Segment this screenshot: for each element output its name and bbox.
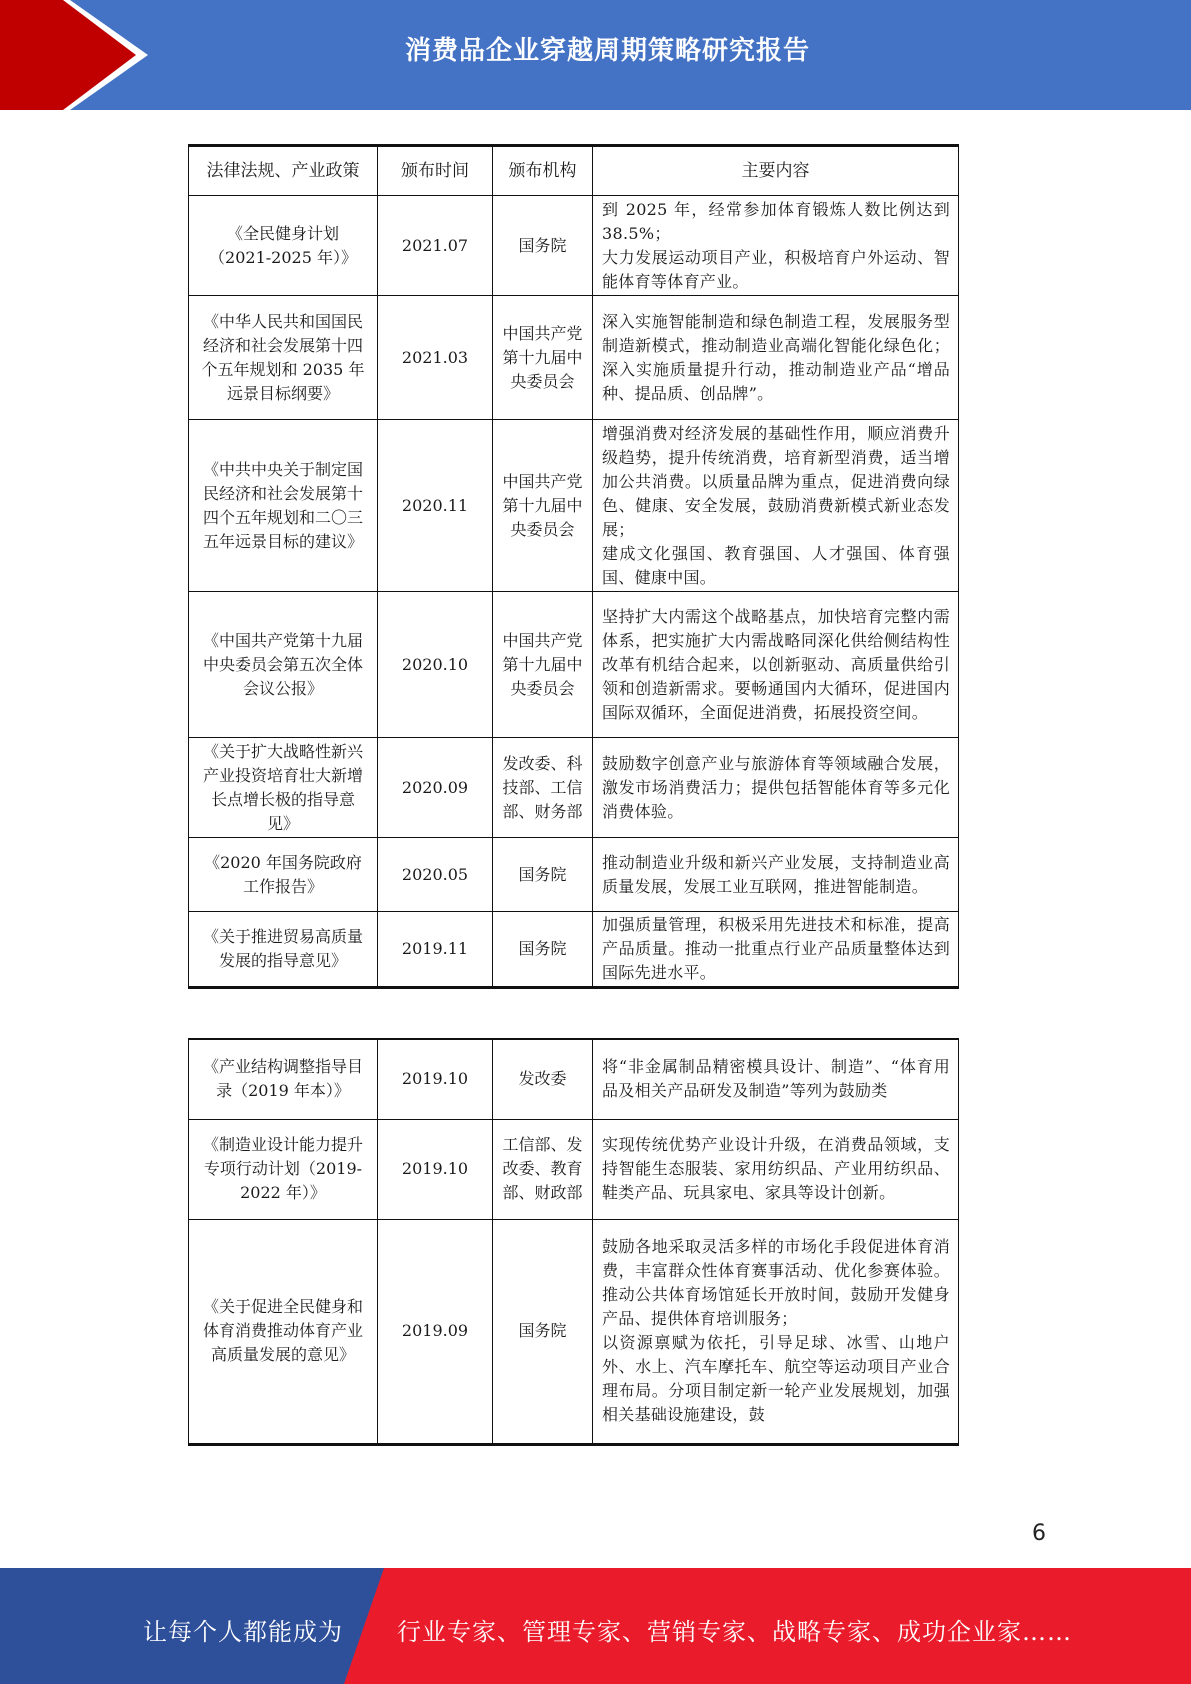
content-paragraph: 到 2025 年，经常参加体育锻炼人数比例达到 38.5%；	[602, 199, 950, 243]
issue-date: 2021.03	[378, 296, 493, 420]
law-name: 《中华人民共和国国民经济和社会发展第十四个五年规划和 2035 年远景目标纲要》	[189, 296, 378, 420]
law-name: 《产业结构调整指导目录（2019 年本）》	[189, 1039, 378, 1119]
law-name: 《中国共产党第十九届中央委员会第五次全体会议公报》	[189, 592, 378, 738]
main-content	[593, 912, 959, 988]
table-row	[189, 738, 959, 838]
issuing-org: 国务院	[493, 912, 593, 988]
law-name: 《制造业设计能力提升专项行动计划（2019-2022 年）》	[189, 1119, 378, 1219]
content-paragraph: 加强质量管理，积极采用先进技术和标准，提高产品质量。推动一批重点行业产品质量整体达到国际先进水平。	[602, 915, 950, 982]
issue-date: 2019.11	[378, 912, 493, 988]
main-content	[593, 420, 959, 592]
main-content	[593, 1039, 959, 1119]
page-header	[0, 0, 1191, 110]
table-header-row	[189, 146, 959, 196]
header-law-policy: 法律法规、产业政策	[189, 146, 378, 196]
content-paragraph: 大力发展运动项目产业，积极培育户外运动、智能体育等体育产业。	[602, 247, 950, 291]
issuing-org: 工信部、发改委、教育部、财政部	[493, 1119, 593, 1219]
issuing-org: 发改委、科技部、工信部、财务部	[493, 738, 593, 838]
policy-table-part-1	[188, 144, 959, 989]
content-paragraph: 实现传统优势产业设计升级，在消费品领域，支持智能生态服装、家用纺织品、产业用纺织品、鞋类产品、玩具家电、家具等设计创新。	[602, 1135, 950, 1202]
header-date: 颁布时间	[378, 146, 493, 196]
page-footer	[0, 1568, 1191, 1684]
law-name: 《全民健身计划（2021-2025 年）》	[189, 196, 378, 296]
table-row	[189, 420, 959, 592]
footer-slogan-left: 让每个人都能成为	[143, 1618, 343, 1646]
report-title: 消费品企业穿越周期策略研究报告	[404, 36, 810, 66]
table-row	[189, 912, 959, 988]
law-name: 《关于促进全民健身和体育消费推动体育产业高质量发展的意见》	[189, 1219, 378, 1444]
issuing-org: 发改委	[493, 1039, 593, 1119]
table-row	[189, 196, 959, 296]
law-name: 《关于推进贸易高质量发展的指导意见》	[189, 912, 378, 988]
table-row	[189, 1039, 959, 1119]
issuing-org: 中国共产党第十九届中央委员会	[493, 420, 593, 592]
main-content	[593, 1219, 959, 1444]
issuing-org: 国务院	[493, 1219, 593, 1444]
main-content	[593, 296, 959, 420]
content-paragraph: 增强消费对经济发展的基础性作用，顺应消费升级趋势，提升传统消费，培育新型消费，适当增加公共消费。以质量品牌为重点，促进消费向绿色、健康、安全发展，鼓励消费新模式新业态发展；	[602, 423, 950, 539]
issue-date: 2019.10	[378, 1039, 493, 1119]
issue-date: 2020.05	[378, 838, 493, 912]
law-name: 《中共中央关于制定国民经济和社会发展第十四个五年规划和二〇三五年远景目标的建议》	[189, 420, 378, 592]
main-content	[593, 196, 959, 296]
main-content	[593, 1119, 959, 1219]
content-paragraph: 鼓励各地采取灵活多样的市场化手段促进体育消费，丰富群众性体育赛事活动、优化参赛体验。推动公共体育场馆延长开放时间，鼓励开发健身产品、提供体育培训服务；	[602, 1237, 950, 1328]
issue-date: 2020.11	[378, 420, 493, 592]
content-paragraph: 坚持扩大内需这个战略基点，加快培育完整内需体系，把实施扩大内需战略同深化供给侧结构性改革有机结合起来，以创新驱动、高质量供给引领和创造新需求。要畅通国内大循环，促进国内国际双循环，全面促进消费，拓展投资空间。	[602, 606, 950, 722]
header-content: 主要内容	[593, 146, 959, 196]
content-paragraph: 以资源禀赋为依托，引导足球、冰雪、山地户外、水上、汽车摩托车、航空等运动项目产业合理布局。分项目制定新一轮产业发展规划，加强相关基础设施建设，鼓	[602, 1333, 950, 1424]
table-row	[189, 838, 959, 912]
issuing-org: 国务院	[493, 838, 593, 912]
table-row	[189, 592, 959, 738]
content-paragraph: 鼓励数字创意产业与旅游体育等领域融合发展，激发市场消费活力；提供包括智能体育等多元化消费体验。	[602, 753, 950, 821]
content-paragraph: 推动制造业升级和新兴产业发展，支持制造业高质量发展，发展工业互联网，推进智能制造。	[602, 852, 950, 896]
law-name: 《2020 年国务院政府工作报告》	[189, 838, 378, 912]
issue-date: 2020.09	[378, 738, 493, 838]
issuing-org: 国务院	[493, 196, 593, 296]
table-row	[189, 296, 959, 420]
page-number: 6	[1032, 1521, 1046, 1546]
issue-date: 2020.10	[378, 592, 493, 738]
issuing-org: 中国共产党第十九届中央委员会	[493, 296, 593, 420]
main-content	[593, 738, 959, 838]
footer-slogan-right: 行业专家、管理专家、营销专家、战略专家、成功企业家……	[397, 1618, 1072, 1646]
law-name: 《关于扩大战略性新兴产业投资培育壮大新增长点增长极的指导意见》	[189, 738, 378, 838]
table-row	[189, 1119, 959, 1219]
issuing-org: 中国共产党第十九届中央委员会	[493, 592, 593, 738]
content-paragraph: 深入实施智能制造和绿色制造工程，发展服务型制造新模式，推动制造业高端化智能化绿色化；深入实施质量提升行动，推动制造业产品“增品种、提品质、创品牌”。	[602, 311, 950, 403]
issue-date: 2019.10	[378, 1119, 493, 1219]
header-org: 颁布机构	[493, 146, 593, 196]
main-content	[593, 592, 959, 738]
content-paragraph: 建成文化强国、教育强国、人才强国、体育强国、健康中国。	[602, 543, 950, 587]
policy-table-part-2	[188, 1038, 959, 1446]
table-row	[189, 1219, 959, 1444]
issue-date: 2021.07	[378, 196, 493, 296]
main-content	[593, 838, 959, 912]
issue-date: 2019.09	[378, 1219, 493, 1444]
content-paragraph: 将“非金属制品精密模具设计、制造”、“体育用品及相关产品研发及制造”等列为鼓励类	[602, 1057, 950, 1101]
